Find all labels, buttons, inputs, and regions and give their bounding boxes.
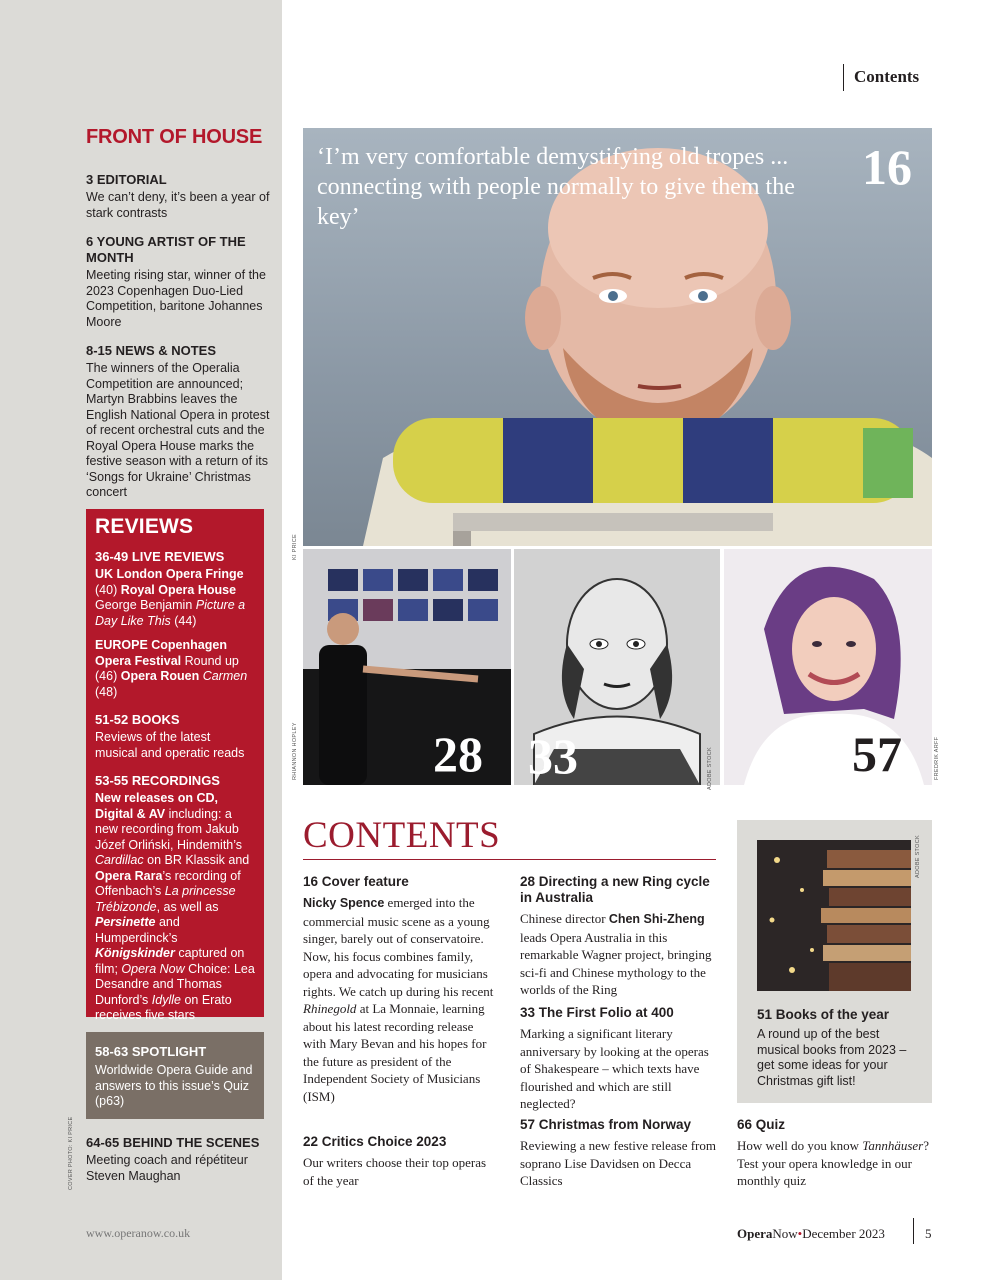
behind-scenes-head: 64-65 BEHIND THE SCENES <box>86 1135 260 1150</box>
books-photo <box>757 840 911 991</box>
christmas-norway-head: 57 Christmas from Norway <box>520 1117 692 1132</box>
front-of-house-title: FRONT OF HOUSE <box>86 126 263 148</box>
thumb-singer-page-number: 57 <box>852 726 902 782</box>
footer-date: December 2023 <box>802 1226 885 1241</box>
recordings-text: New releases on CD, Digital & AV including: a new recording from Jakub Józef Orliński, Hindemith’s Cardillac on BR Klassik and Opera Rara’s recording of Offenbach’s La princesse Trébizonde, as well as Persinette and Humperdinck’s Königskinder captured on film; Opera Now Choice: Lea Desandre and Thomas Dunford’s Idylle on Erato receives five stars <box>95 791 255 1022</box>
director-photo-credit: RHIANNON HOPLEY <box>292 722 298 780</box>
reviews-title: REVIEWS <box>95 515 194 538</box>
first-folio-entry[interactable] <box>520 1005 718 1113</box>
live-reviews-head[interactable]: 36-49 LIVE REVIEWS <box>95 549 225 564</box>
contents-heading: CONTENTS <box>303 815 501 856</box>
ring-cycle-entry[interactable] <box>520 874 718 999</box>
recordings-head[interactable]: 53-55 RECORDINGS <box>95 773 220 788</box>
website-link[interactable]: www.operanow.co.uk <box>86 1226 191 1240</box>
editorial-text: We can’t deny, it’s been a year of stark contrasts <box>86 190 270 220</box>
books-of-year-box[interactable] <box>737 820 932 1103</box>
critics-choice-entry[interactable] <box>303 1134 499 1189</box>
cover-feature-entry[interactable] <box>303 874 499 1105</box>
hero-cover-photo[interactable] <box>303 128 932 546</box>
critics-choice-head: 22 Critics Choice 2023 <box>303 1134 447 1149</box>
footer-issue <box>737 1226 885 1242</box>
critics-choice-text: Our writers choose their top operas of the year <box>303 1155 487 1188</box>
live-reviews-europe: EUROPE Copenhagen Opera Festival Round up (46) Opera Rouen Carmen (48) <box>95 638 248 699</box>
books-photo-credit: ADOBE STOCK <box>915 835 921 878</box>
news-head: 8-15 NEWS & NOTES <box>86 343 217 358</box>
christmas-norway-text: Reviewing a new festive release from soprano Lise Davidsen on Decca Classics <box>520 1138 717 1188</box>
books-head[interactable]: 51-52 BOOKS <box>95 712 180 727</box>
cover-feature-head: 16 Cover feature <box>303 874 409 889</box>
spotlight-head: 58-63 SPOTLIGHT <box>95 1044 207 1059</box>
thumb-shakespeare-page-number: 33 <box>528 728 578 784</box>
hero-quote: ‘I’m very comfortable demystifying old tropes ... connecting with people normally to give them the key’ <box>317 144 795 230</box>
ring-cycle-head: 28 Directing a new Ring cycle in Australia <box>520 874 710 905</box>
shakespeare-photo-credit: ADOBE STOCK <box>707 747 713 790</box>
ring-cycle-text: Chinese director Chen Shi-Zheng leads Opera Australia in this remarkable Wagner project, bringing sci-fi and Chinese mythology to the worlds of the Ring <box>520 911 712 997</box>
first-folio-text: Marking a significant literary anniversary by looking at the operas of Shakespeare – which texts have flourished and which are still neglected? <box>520 1026 709 1111</box>
cover-photo-credit: COVER PHOTO: KI PRICE <box>68 1116 74 1190</box>
young-artist-head: 6 YOUNG ARTIST OF THE MONTH <box>86 234 246 265</box>
spotlight-box[interactable] <box>86 1032 264 1119</box>
singer-photo-credit: FREDRIK ARFF <box>934 736 940 780</box>
first-folio-head: 33 The First Folio at 400 <box>520 1005 674 1020</box>
thumb-shakespeare-engraving[interactable] <box>514 549 720 785</box>
thumb-singer-photo[interactable] <box>724 549 932 785</box>
header-divider <box>843 64 844 91</box>
brand-opera: Opera <box>737 1226 773 1241</box>
quiz-entry[interactable] <box>737 1117 932 1190</box>
page-section-title: Contents <box>854 67 920 86</box>
page-number: 5 <box>925 1226 932 1241</box>
brand-now: Now <box>772 1226 798 1241</box>
hero-photo-credit: KI PRICE <box>292 534 298 560</box>
footer-divider <box>913 1218 914 1244</box>
editorial-head: 3 EDITORIAL <box>86 172 167 187</box>
thumb-director-photo[interactable] <box>303 549 511 785</box>
young-artist-entry[interactable] <box>86 234 274 330</box>
young-artist-text: Meeting rising star, winner of the 2023 Copenhagen Duo-Lied Competition, baritone Johannes Moore <box>86 268 266 329</box>
news-text: The winners of the Operalia Competition are announced; Martyn Brabbins leaves the English National Opera in protest of recent orchestral cuts and the Royal Opera House marks the festive season with a return of its ‘Songs for Ukraine’ Christmas concert <box>86 361 270 499</box>
news-entry[interactable] <box>86 343 274 501</box>
books-of-year-head: 51 Books of the year <box>757 1007 890 1022</box>
behind-scenes-entry[interactable] <box>86 1135 274 1184</box>
live-reviews-uk: UK London Opera Fringe (40) Royal Opera House George Benjamin Picture a Day Like This (44) <box>95 567 246 628</box>
footer-bullet: • <box>797 1226 803 1241</box>
behind-scenes-text: Meeting coach and répétiteur Steven Maughan <box>86 1153 248 1183</box>
quiz-head: 66 Quiz <box>737 1117 786 1132</box>
reviews-box <box>86 509 264 1022</box>
contents-divider <box>303 859 716 860</box>
hero-page-number: 16 <box>862 139 912 195</box>
spotlight-text: Worldwide Opera Guide and answers to this issue’s Quiz (p63) <box>95 1063 253 1108</box>
editorial-entry[interactable] <box>86 172 274 221</box>
cover-feature-text: Nicky Spence emerged into the commercial music scene as a young singer, barely out of conservatoire. Now, his focus combines family, opera and advocating for musicians rights. We catch up during his recent Rhinegold at La Monnaie, learning about his latest recording release with Mary Bevan and his hopes for the future as president of the Independent Society of Musicians (ISM) <box>303 895 494 1104</box>
books-text: Reviews of the latest musical and operatic reads <box>95 730 245 760</box>
books-of-year-text: A round up of the best musical books from 2023 – get some ideas for your Christmas gift list! <box>757 1027 907 1088</box>
christmas-norway-entry[interactable] <box>520 1117 718 1190</box>
thumb-director-page-number: 28 <box>433 726 483 782</box>
books-illustration <box>757 840 911 991</box>
quiz-text: How well do you know Tannhäuser? Test your opera knowledge in our monthly quiz <box>737 1138 930 1188</box>
